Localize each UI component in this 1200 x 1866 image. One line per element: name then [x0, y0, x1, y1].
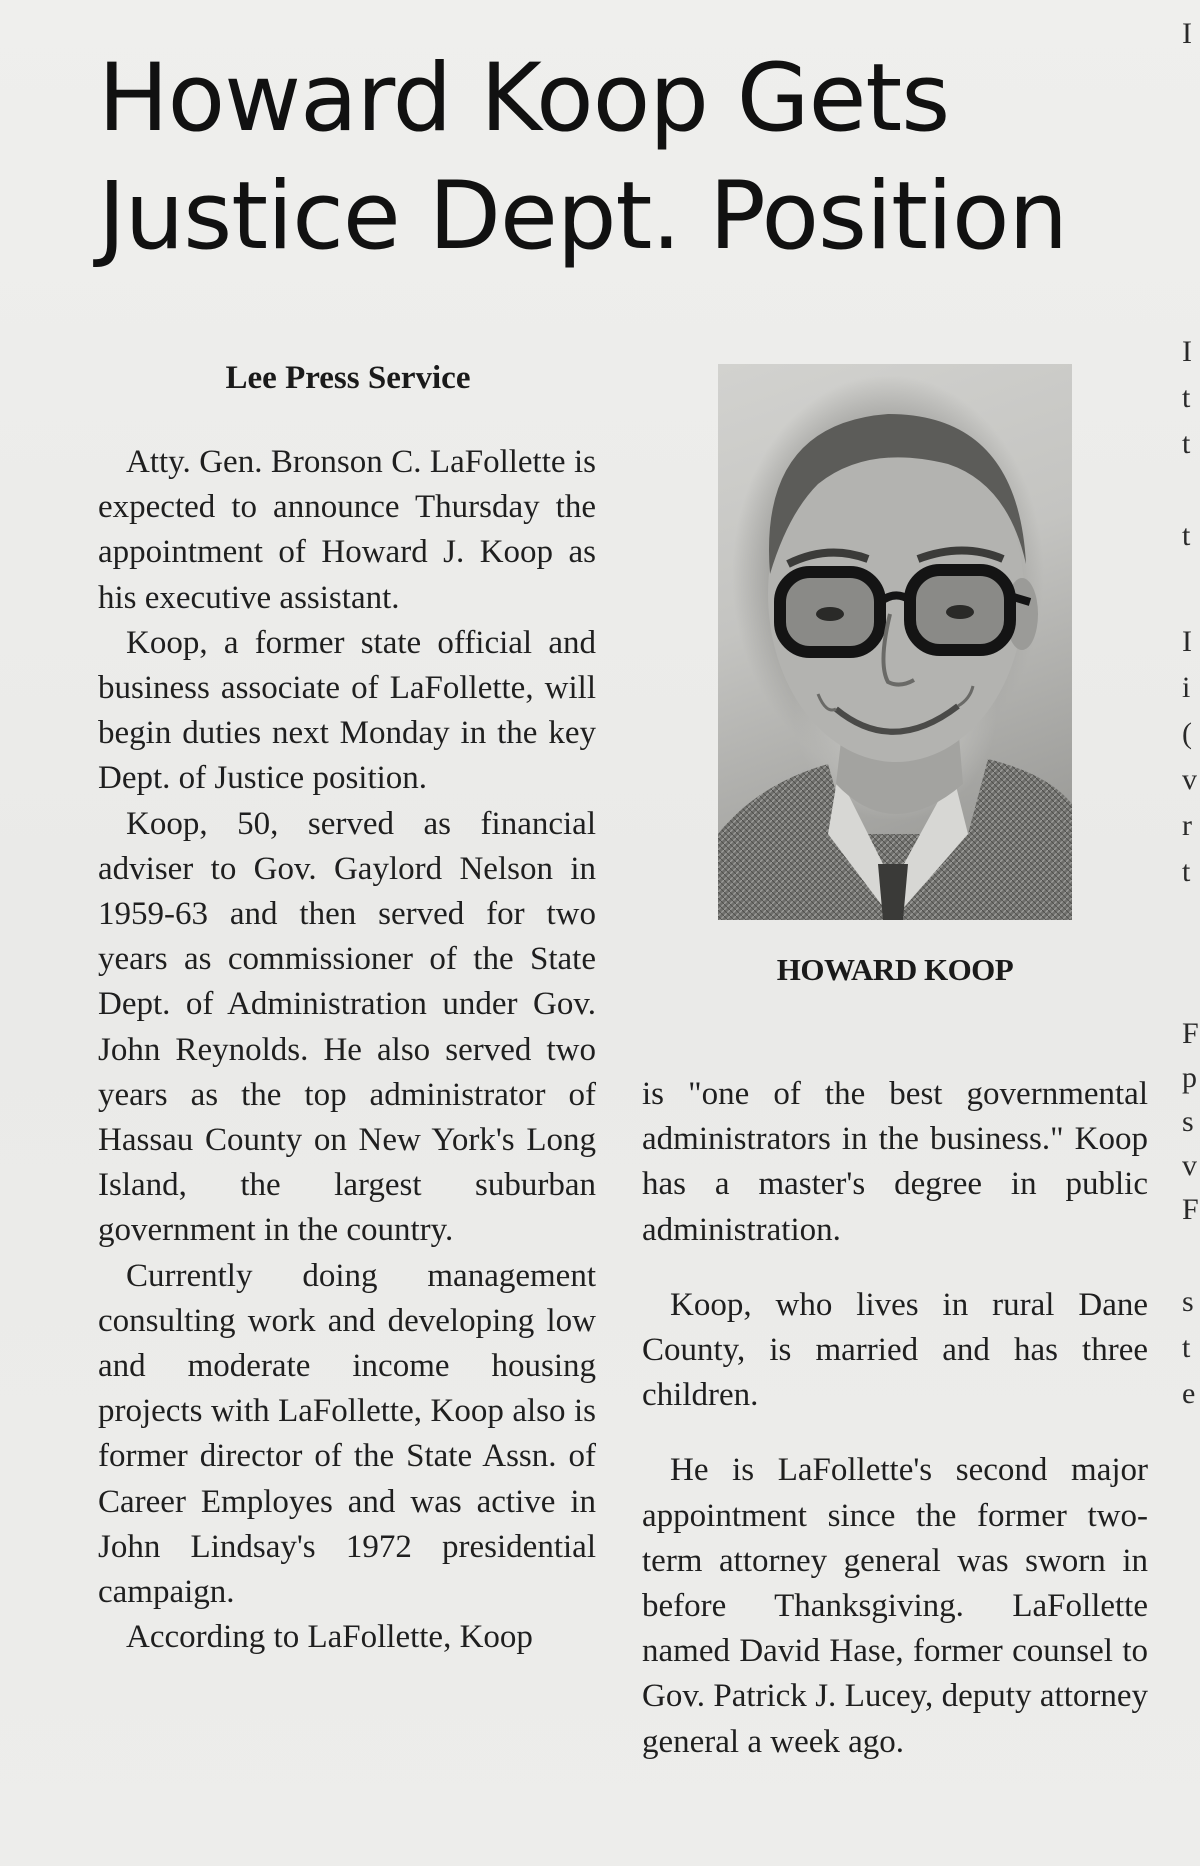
- portrait-illustration: [718, 364, 1072, 920]
- paragraph: is "one of the best governmental administrators in the business." Koop has a master's degree in public administration.: [642, 1076, 1148, 1248]
- edge-fragment: p: [1182, 1061, 1197, 1094]
- article-column-right: [642, 1072, 1148, 1765]
- edge-fragment: v: [1182, 1149, 1197, 1182]
- photo-caption: HOWARD KOOP: [776, 952, 1014, 987]
- edge-fragment: s: [1182, 1285, 1194, 1318]
- edge-fragment: t: [1182, 855, 1191, 888]
- paragraph: Koop, 50, served as financial adviser to Gov. Gaylord Nelson in 1959-63 and then served for two years as commissioner of the State Dept. of Administration under Gov. John Reynolds. He also served two years as the top administrator of Hassau County on New York's Long Island, the largest suburban government in the country.: [98, 805, 596, 1249]
- edge-fragment: F: [1182, 1193, 1199, 1226]
- edge-fragment: i: [1182, 671, 1191, 704]
- byline: Lee Press Service: [225, 360, 471, 396]
- paragraph: According to LaFollette, Koop: [126, 1619, 533, 1656]
- edge-fragment: I: [1182, 17, 1192, 50]
- edge-fragment: t: [1182, 381, 1191, 414]
- edge-fragment: t: [1182, 519, 1191, 552]
- edge-fragment: I: [1182, 625, 1192, 658]
- edge-fragment: r: [1182, 809, 1192, 842]
- portrait-photo: [718, 364, 1072, 920]
- paragraph: Currently doing management consulting work and developing low and moderate income housing projects with LaFollette, Koop also is former director of the State Assn. of Career Employes and was active in John Lindsay's 1972 presidential campaign.: [98, 1257, 596, 1611]
- edge-fragment: I: [1182, 335, 1192, 368]
- edge-fragment: t: [1182, 1331, 1191, 1364]
- paragraph: Koop, a former state official and business associate of LaFollette, will begin duties next Monday in the key Dept. of Justice position.: [98, 624, 596, 797]
- edge-fragment: v: [1182, 763, 1197, 796]
- adjacent-column-fragment: [1180, 0, 1200, 1866]
- edge-fragment: e: [1182, 1377, 1196, 1410]
- edge-fragment: t: [1182, 427, 1191, 460]
- article-column-left: [98, 440, 596, 1660]
- edge-fragment: F: [1182, 1017, 1199, 1050]
- headline: [98, 40, 1138, 276]
- paragraph: Atty. Gen. Bronson C. LaFollette is expected to announce Thursday the appointment of Howard J. Koop as his executive assistant.: [98, 444, 596, 616]
- paragraph: Koop, who lives in rural Dane County, is married and has three children.: [642, 1286, 1148, 1414]
- edge-fragment: (: [1182, 717, 1192, 750]
- headline-line-1: Howard Koop Gets: [98, 44, 950, 153]
- headline-line-2: Justice Dept. Position: [98, 162, 1068, 271]
- edge-fragment: s: [1182, 1105, 1194, 1138]
- paragraph: He is LaFollette's second major appointment since the former two-term attorney general was sworn in before Thanksgiving. LaFollette named David Hase, former counsel to Gov. Patrick J. Lucey, deputy attorney general a week ago.: [642, 1452, 1148, 1760]
